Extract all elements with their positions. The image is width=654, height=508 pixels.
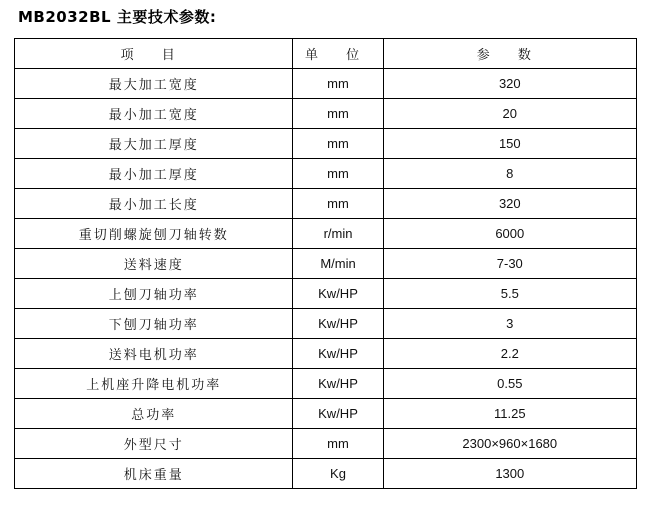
row-value: 320 bbox=[383, 189, 636, 219]
row-unit: Kw/HP bbox=[293, 279, 383, 309]
row-item: 上刨刀轴功率 bbox=[15, 279, 293, 309]
row-unit: Kw/HP bbox=[293, 339, 383, 369]
table-row bbox=[15, 129, 637, 159]
row-item: 总功率 bbox=[15, 399, 293, 429]
table-row bbox=[15, 69, 637, 99]
row-value: 3 bbox=[383, 309, 636, 339]
row-value: 5.5 bbox=[383, 279, 636, 309]
row-item: 最大加工厚度 bbox=[15, 129, 293, 159]
row-value: 11.25 bbox=[383, 399, 636, 429]
row-item: 机床重量 bbox=[15, 459, 293, 489]
row-unit: mm bbox=[293, 129, 383, 159]
row-value: 2300×960×1680 bbox=[383, 429, 636, 459]
row-unit: r/min bbox=[293, 219, 383, 249]
row-unit: M/min bbox=[293, 249, 383, 279]
row-item: 送料电机功率 bbox=[15, 339, 293, 369]
row-value: 7-30 bbox=[383, 249, 636, 279]
table-header-row bbox=[15, 39, 637, 69]
table-row bbox=[15, 399, 637, 429]
row-unit: mm bbox=[293, 69, 383, 99]
table-body bbox=[15, 69, 637, 489]
row-value: 320 bbox=[383, 69, 636, 99]
row-value: 0.55 bbox=[383, 369, 636, 399]
row-unit: mm bbox=[293, 99, 383, 129]
row-unit: Kw/HP bbox=[293, 399, 383, 429]
row-item: 最小加工宽度 bbox=[15, 99, 293, 129]
row-unit: Kg bbox=[293, 459, 383, 489]
table-row bbox=[15, 219, 637, 249]
header-item: 项 目 bbox=[15, 39, 293, 69]
table-row bbox=[15, 429, 637, 459]
table-row bbox=[15, 309, 637, 339]
row-item: 最小加工长度 bbox=[15, 189, 293, 219]
row-value: 20 bbox=[383, 99, 636, 129]
row-item: 下刨刀轴功率 bbox=[15, 309, 293, 339]
table-row bbox=[15, 459, 637, 489]
row-item: 最大加工宽度 bbox=[15, 69, 293, 99]
row-unit: mm bbox=[293, 189, 383, 219]
row-unit: Kw/HP bbox=[293, 369, 383, 399]
table-row bbox=[15, 339, 637, 369]
row-value: 150 bbox=[383, 129, 636, 159]
row-item: 最小加工厚度 bbox=[15, 159, 293, 189]
row-item: 送料速度 bbox=[15, 249, 293, 279]
row-value: 1300 bbox=[383, 459, 636, 489]
table-row bbox=[15, 369, 637, 399]
table-row bbox=[15, 99, 637, 129]
row-value: 2.2 bbox=[383, 339, 636, 369]
row-unit: mm bbox=[293, 429, 383, 459]
row-item: 上机座升降电机功率 bbox=[15, 369, 293, 399]
spec-table bbox=[14, 38, 637, 489]
row-item: 外型尺寸 bbox=[15, 429, 293, 459]
document-title: MB2032BL 主要技术参数: bbox=[18, 8, 217, 26]
header-unit: 单 位 bbox=[293, 39, 383, 69]
row-value: 6000 bbox=[383, 219, 636, 249]
row-item: 重切削螺旋刨刀轴转数 bbox=[15, 219, 293, 249]
row-unit: mm bbox=[293, 159, 383, 189]
table-row bbox=[15, 249, 637, 279]
table-row bbox=[15, 279, 637, 309]
row-unit: Kw/HP bbox=[293, 309, 383, 339]
table-row bbox=[15, 189, 637, 219]
header-value: 参 数 bbox=[383, 39, 636, 69]
table-row bbox=[15, 159, 637, 189]
row-value: 8 bbox=[383, 159, 636, 189]
